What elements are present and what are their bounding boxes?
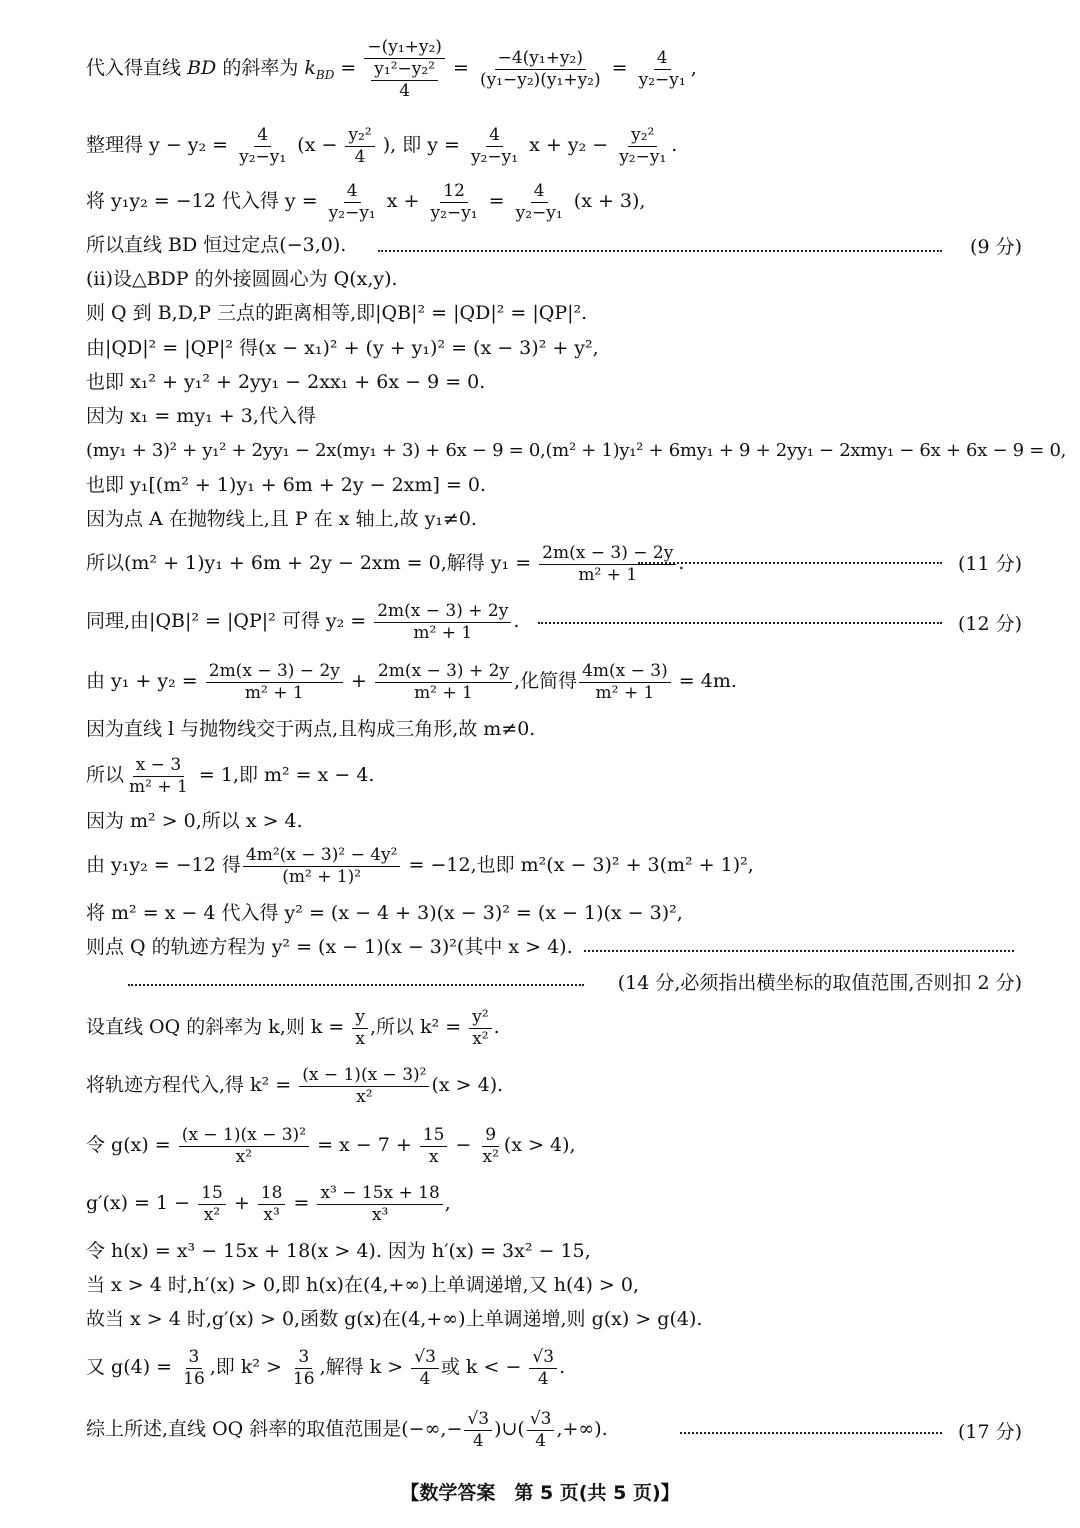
text: 设直线 OQ 的斜率为 k,则 k = — [86, 1016, 345, 1038]
fraction: $\frac{4}{\text{y₂−y₁}}$ — [470, 124, 519, 167]
text: = 4m. — [678, 670, 737, 692]
line-h-def: 令 h(x) = x³ − 15x + 18(x > 4). 因为 h′(x) = 3x² − 15, — [86, 1240, 591, 1262]
leader-dots — [378, 250, 942, 252]
line-g-derivative — [86, 1178, 1022, 1228]
line-k-range — [86, 1342, 1022, 1392]
fraction: $\frac{√3}{4}$ — [527, 1409, 555, 1452]
fraction: $\frac{x - 3}{\text{m² + 1}}$ — [129, 754, 188, 797]
fraction: $\frac{2m(x - 3) + 2y}{\text{m² + 1}}$ — [375, 661, 512, 704]
text: (x > 4). — [431, 1074, 504, 1096]
text: g′(x) = 1 − — [86, 1192, 191, 1214]
text: ,所以 k² = — [370, 1016, 462, 1038]
text: 代入得直线 — [86, 57, 182, 79]
text: . — [559, 1356, 566, 1378]
text: 将轨迹方程代入,得 k² = — [86, 1074, 292, 1096]
text: 又 g(4) = — [86, 1356, 173, 1378]
leader-dots — [584, 950, 1014, 952]
score-11: (11 分) — [957, 553, 1022, 575]
line-k-squared — [86, 1060, 1022, 1110]
line-trajectory: 则点 Q 的轨迹方程为 y² = (x − 1)(x − 3)²(其中 x > 4). — [86, 936, 573, 958]
subscript: BD — [315, 67, 335, 82]
text: = x − 7 + — [317, 1134, 412, 1156]
text: 同理,由|QB|² = |QP|² 可得 y₂ = — [86, 610, 367, 632]
text: , — [444, 1192, 451, 1214]
line-h-increasing: 当 x > 4 时,h′(x) > 0,即 h(x)在(4,+∞)上单调递增,又 h(4) > 0, — [86, 1274, 640, 1296]
line-expand: 也即 x₁² + y₁² + 2yy₁ − 2xx₁ + 6x − 9 = 0. — [86, 371, 486, 393]
fraction: $\frac{4}{\text{y₂−y₁}}$ — [239, 124, 287, 167]
line-slope-bd: 代入得直线 BD 的斜率为 $k_{BD}$ = −(y₁+y₂) y₁²−y₂² 4 = $\frac{\text{−4(y₁+y₂)}}{\text{(y₁−y₂)(y₁+y₂)}}$ = $\frac{4}{\text{y₂−y₁}}$ , — [86, 36, 697, 101]
fraction: $\frac{y}{x}$ — [352, 1007, 368, 1050]
text: k — [304, 57, 316, 79]
fraction: $\frac{\text{−4(y₁+y₂)}}{\text{(y₁−y₂)(y₁+y₂)}}$ — [479, 47, 601, 90]
text: 令 g(x) = — [86, 1134, 171, 1156]
text: 由 y₁y₂ = −12 得 — [86, 854, 241, 876]
fraction: −(y₁+y₂) y₁²−y₂² 4 — [364, 37, 445, 102]
text: x + y₂ − — [529, 134, 609, 156]
line-m-nonzero: 因为直线 l 与抛物线交于两点,且构成三角形,故 m≠0. — [86, 718, 536, 740]
text: ,化简得 — [514, 670, 578, 692]
fraction: $\frac{\text{(x − 1)(x − 3)²}}{\text{x²}}$ — [299, 1065, 429, 1108]
score-12: (12 分) — [957, 613, 1022, 635]
fraction: $\frac{3}{16}$ — [183, 1346, 205, 1389]
fraction: $\frac{2m(x - 3) - 2y}{\text{m² + 1}}$ — [206, 661, 343, 704]
line-simplify — [86, 120, 1022, 170]
line-factor: 也即 y₁[(m² + 1)y₁ + 6m + 2y − 2xm] = 0. — [86, 474, 486, 496]
fraction: $\frac{\text{y₂²}}{\text{y₂−y₁}}$ — [619, 124, 667, 167]
fraction: $\frac{4}{\text{y₂−y₁}}$ — [638, 47, 686, 90]
text: )∪( — [494, 1418, 525, 1440]
line-x-gt-4: 因为 m² > 0,所以 x > 4. — [86, 810, 303, 832]
fraction: $\frac{\text{y₂²}}{4}$ — [345, 125, 374, 168]
text: 的斜率为 — [222, 57, 299, 79]
leader-dots — [680, 1432, 942, 1434]
text: = — [293, 1192, 310, 1214]
text: 所以(m² + 1)y₁ + 6m + 2y − 2xm = 0,解得 y₁ = — [86, 552, 532, 574]
text: x + — [386, 190, 420, 212]
fraction: $\frac{√3}{4}$ — [411, 1347, 439, 1390]
text: = −12,也即 m²(x − 3)² + 3(m² + 1)², — [408, 854, 754, 876]
text: (x − — [297, 134, 338, 156]
fraction: $\frac{4}{\text{y₂−y₁}}$ — [515, 180, 563, 223]
line-solve-y2 — [86, 596, 1022, 646]
text: 整理得 y − y₂ = — [86, 134, 229, 156]
line-y1-nonzero: 因为点 A 在抛物线上,且 P 在 x 轴上,故 y₁≠0. — [86, 508, 477, 530]
line-product — [86, 840, 1022, 890]
line-g-def — [86, 1120, 1022, 1170]
fraction: $\frac{√3}{4}$ — [464, 1409, 492, 1452]
text: 所以直线 BD 恒过定点(−3,0). — [86, 234, 347, 256]
text: = 1,即 m² = x − 4. — [198, 764, 375, 786]
line-fixed-point — [86, 232, 1022, 258]
line-slope-oq — [86, 1002, 1022, 1052]
leader-dots — [638, 562, 942, 564]
fraction: $\frac{√3}{4}$ — [529, 1347, 557, 1390]
fraction: $\frac{18}{\text{x³}}$ — [258, 1183, 286, 1226]
page-footer: 【数学答案 第 5 页(共 5 页)】 — [400, 1482, 680, 1504]
text: 综上所述,直线 OQ 斜率的取值范围是(−∞,− — [86, 1418, 463, 1440]
fraction: $\frac{15}{x}$ — [420, 1125, 448, 1168]
text: ), 即 y = — [382, 134, 460, 156]
line-substituted-expansion: (my₁ + 3)² + y₁² + 2yy₁ − 2x(my₁ + 3) + 6x − 9 = 0,(m² + 1)y₁² + 6my₁ + 9 + 2yy₁ − 2xmy₁ − 6x + 6x − 9 = 0, — [86, 440, 1067, 461]
fraction: $\frac{15}{\text{x²}}$ — [198, 1183, 226, 1226]
score-14: (14 分,必须指出横坐标的取值范围,否则扣 2 分) — [617, 972, 1022, 994]
fraction: $\frac{4}{\text{y₂−y₁}}$ — [328, 180, 376, 223]
text: . — [678, 552, 685, 574]
line-sum — [86, 656, 1022, 706]
fraction: $\frac{\text{x³ − 15x + 18}}{\text{x³}}$ — [317, 1183, 442, 1226]
fraction: $\frac{\text{y²}}{\text{x²}}$ — [469, 1007, 491, 1050]
text: − — [455, 1134, 472, 1156]
line-g-increasing: 故当 x > 4 时,g′(x) > 0,函数 g(x)在(4,+∞)上单调递增,则 g(x) > g(4). — [86, 1308, 703, 1330]
fraction: $\frac{2m(x - 3) - 2y}{\text{m² + 1}}$ — [539, 543, 676, 586]
line-x1: 因为 x₁ = my₁ + 3,代入得 — [86, 405, 316, 427]
fraction: $\frac{9}{\text{x²}}$ — [482, 1124, 499, 1167]
text: 由 y₁ + y₂ = — [86, 670, 198, 692]
text: . — [513, 610, 520, 632]
text: ,即 k² > — [209, 1356, 282, 1378]
text: = — [488, 190, 505, 212]
text: 或 k < − — [440, 1356, 522, 1378]
fraction: $\frac{3}{16}$ — [292, 1346, 315, 1389]
line-circumcenter: (ⅱ)设△BDP 的外接圆圆心为 Q(x,y). — [86, 268, 398, 290]
fraction: $\frac{12}{\text{y₂−y₁}}$ — [430, 180, 478, 223]
text: ,+∞). — [556, 1418, 608, 1440]
text: . — [671, 134, 678, 156]
line-equal-distance: 则 Q 到 B,D,P 三点的距离相等,即|QB|² = |QD|² = |QP|². — [86, 302, 588, 324]
fraction: $\frac{\text{4m²(x − 3)² − 4y²}}{\text{(m² + 1)²}}$ — [243, 845, 401, 888]
leader-dots — [538, 622, 942, 624]
line-conclusion — [86, 1404, 1022, 1454]
text: (x > 4), — [503, 1134, 576, 1156]
fraction: $\frac{4m(x - 3)}{\text{m² + 1}}$ — [579, 661, 671, 704]
text: 将 y₁y₂ = −12 代入得 y = — [86, 190, 318, 212]
text: BD — [187, 57, 217, 79]
leader-dots — [128, 984, 584, 986]
line-qd-qp: 由|QD|² = |QP|² 得(x − x₁)² + (y + y₁)² = (x − 3)² + y², — [86, 337, 599, 359]
fraction: $\frac{\text{(x − 1)(x − 3)²}}{\text{x²}}$ — [179, 1125, 309, 1168]
line-m-squared — [86, 750, 1022, 800]
text: + — [350, 670, 367, 692]
score-9: (9 分) — [970, 236, 1022, 258]
fraction: $\frac{2m(x - 3) + 2y}{\text{m² + 1}}$ — [374, 601, 511, 644]
text: 所以 — [86, 764, 125, 786]
text: + — [233, 1192, 250, 1214]
line-substitute-m: 将 m² = x − 4 代入得 y² = (x − 4 + 3)(x − 3)² = (x − 1)(x − 3)², — [86, 902, 683, 924]
text: . — [493, 1016, 500, 1038]
score-17: (17 分) — [957, 1421, 1022, 1443]
text: (x + 3), — [573, 190, 646, 212]
line-substitute — [86, 176, 1022, 226]
text: ,解得 k > — [319, 1356, 404, 1378]
